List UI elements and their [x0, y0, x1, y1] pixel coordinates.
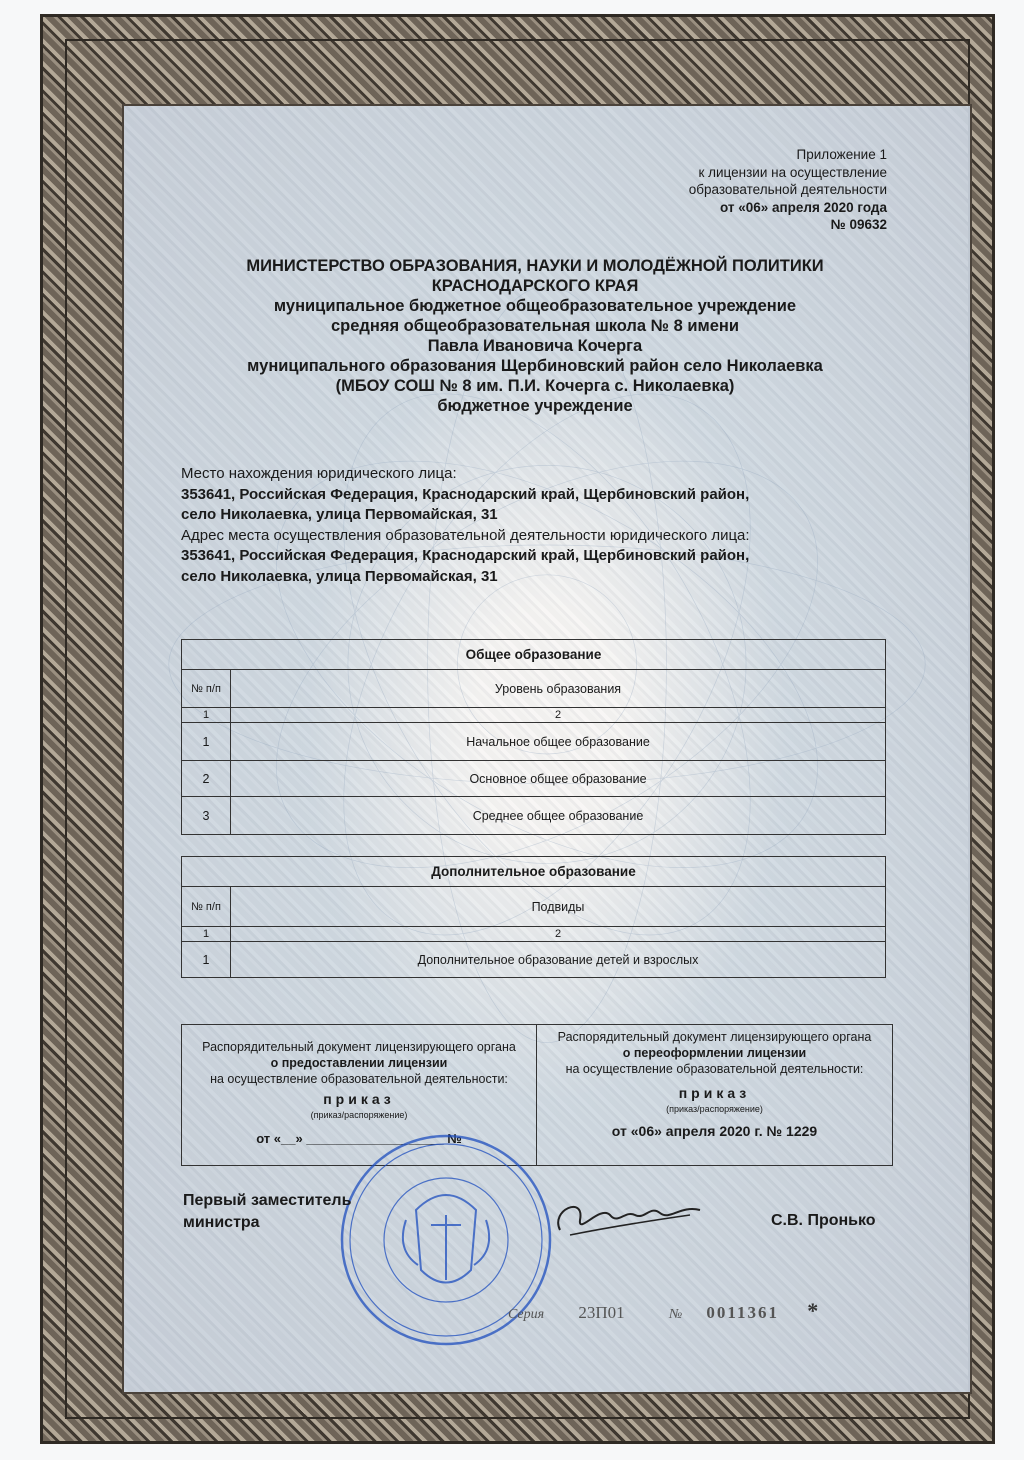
order-reissue	[537, 1025, 892, 1165]
order-type-hint: (приказ/распоряжение)	[666, 1104, 763, 1114]
appendix-line: к лицензии на осуществление	[698, 164, 887, 180]
appendix-line: образовательной деятельности	[688, 182, 887, 197]
org-name: средняя общеобразовательная школа № 8 имени	[330, 317, 740, 335]
order-scope: на осуществление образовательной деятельности:	[210, 1072, 508, 1086]
org-municipality: муниципального образования Щербиновский район село Николаевка	[247, 357, 823, 375]
education-level: Начальное общее образование	[231, 723, 886, 761]
col-subtype-header: Подвиды	[231, 887, 886, 927]
row-number: 3	[182, 797, 231, 835]
activity-address-label: Адрес места осуществления образовательной деятельности юридического лица:	[181, 526, 750, 544]
order-scope: на осуществление образовательной деятельности:	[565, 1062, 864, 1076]
order-label: Распорядительный документ лицензирующего органа	[202, 1040, 516, 1054]
org-name-honoree: Павла Ивановича Кочерга	[427, 337, 643, 355]
col-index: 2	[231, 927, 886, 942]
education-level: Среднее общее образование	[231, 797, 886, 835]
order-type: приказ	[678, 1085, 751, 1101]
activity-address-line: 353641, Российская Федерация, Краснодарский край, Щербиновский район,	[181, 547, 750, 564]
row-number: 1	[182, 942, 231, 978]
serial-number	[508, 1298, 818, 1324]
series-label: Серия	[508, 1307, 545, 1322]
handwritten-signature	[540, 1185, 710, 1255]
additional-education-title: Дополнительное образование	[182, 857, 886, 887]
col-level-header: Уровень образования	[231, 670, 886, 708]
legal-address-line: 353641, Российская Федерация, Краснодарский край, Щербиновский район,	[181, 485, 750, 503]
general-education-title: Общее образование	[182, 640, 886, 670]
order-purpose: о переоформлении лицензии	[622, 1046, 807, 1060]
signer-title: Первый заместитель	[183, 1192, 352, 1209]
row-number: 1	[182, 723, 231, 761]
order-type: приказ	[323, 1091, 395, 1107]
address-block	[181, 464, 831, 587]
education-subtype: Дополнительное образование детей и взрослых	[231, 942, 886, 978]
ministry-region: КРАСНОДАРСКОГО КРАЯ	[431, 277, 639, 295]
col-index: 1	[182, 708, 231, 723]
legal-address-line: село Николаевка, улица Первомайская, 31	[181, 506, 498, 523]
appendix-date: от «06» апреля 2020 года	[719, 199, 887, 215]
row-number: 2	[182, 761, 231, 797]
series-value: 23П01	[578, 1303, 625, 1322]
document-heading	[180, 256, 890, 416]
number-value: 0011361	[706, 1303, 779, 1322]
col-index: 2	[231, 708, 886, 723]
signer-name: С.В. Пронько	[771, 1212, 876, 1229]
appendix-reference	[689, 146, 887, 234]
number-label: №	[668, 1307, 683, 1322]
org-type: муниципальное бюджетное общеобразовательное учреждение	[273, 297, 797, 315]
org-short-name: (МБОУ СОШ № 8 им. П.И. Кочерга с. Николаевка)	[335, 377, 735, 395]
additional-education-table	[181, 856, 886, 978]
order-type-hint: (приказ/распоряжение)	[310, 1110, 408, 1120]
col-index: 1	[182, 927, 231, 942]
order-purpose: о предоставлении лицензии	[270, 1056, 448, 1070]
col-number-header: № п/п	[182, 670, 231, 708]
order-label: Распорядительный документ лицензирующего органа	[557, 1030, 872, 1044]
order-date: от «06» апреля 2020 г. № 1229	[611, 1123, 818, 1139]
signer-position	[183, 1190, 351, 1234]
legal-address-label: Место нахождения юридического лица:	[181, 465, 457, 482]
ministry-name: МИНИСТЕРСТВО ОБРАЗОВАНИЯ, НАУКИ И МОЛОДЁЖНОЙ ПОЛИТИКИ	[246, 257, 824, 275]
general-education-table	[181, 639, 886, 835]
order-date: от «__» ___________________ №	[256, 1131, 462, 1146]
org-budget-type: бюджетное учреждение	[437, 397, 633, 415]
star-mark: *	[807, 1298, 819, 1323]
appendix-number: № 09632	[830, 217, 887, 232]
education-level: Основное общее образование	[231, 761, 886, 797]
signer-title: министра	[183, 1214, 260, 1231]
col-number-header: № п/п	[182, 887, 231, 927]
appendix-line: Приложение 1	[796, 147, 887, 162]
activity-address-line: село Николаевка, улица Первомайская, 31	[181, 567, 498, 585]
